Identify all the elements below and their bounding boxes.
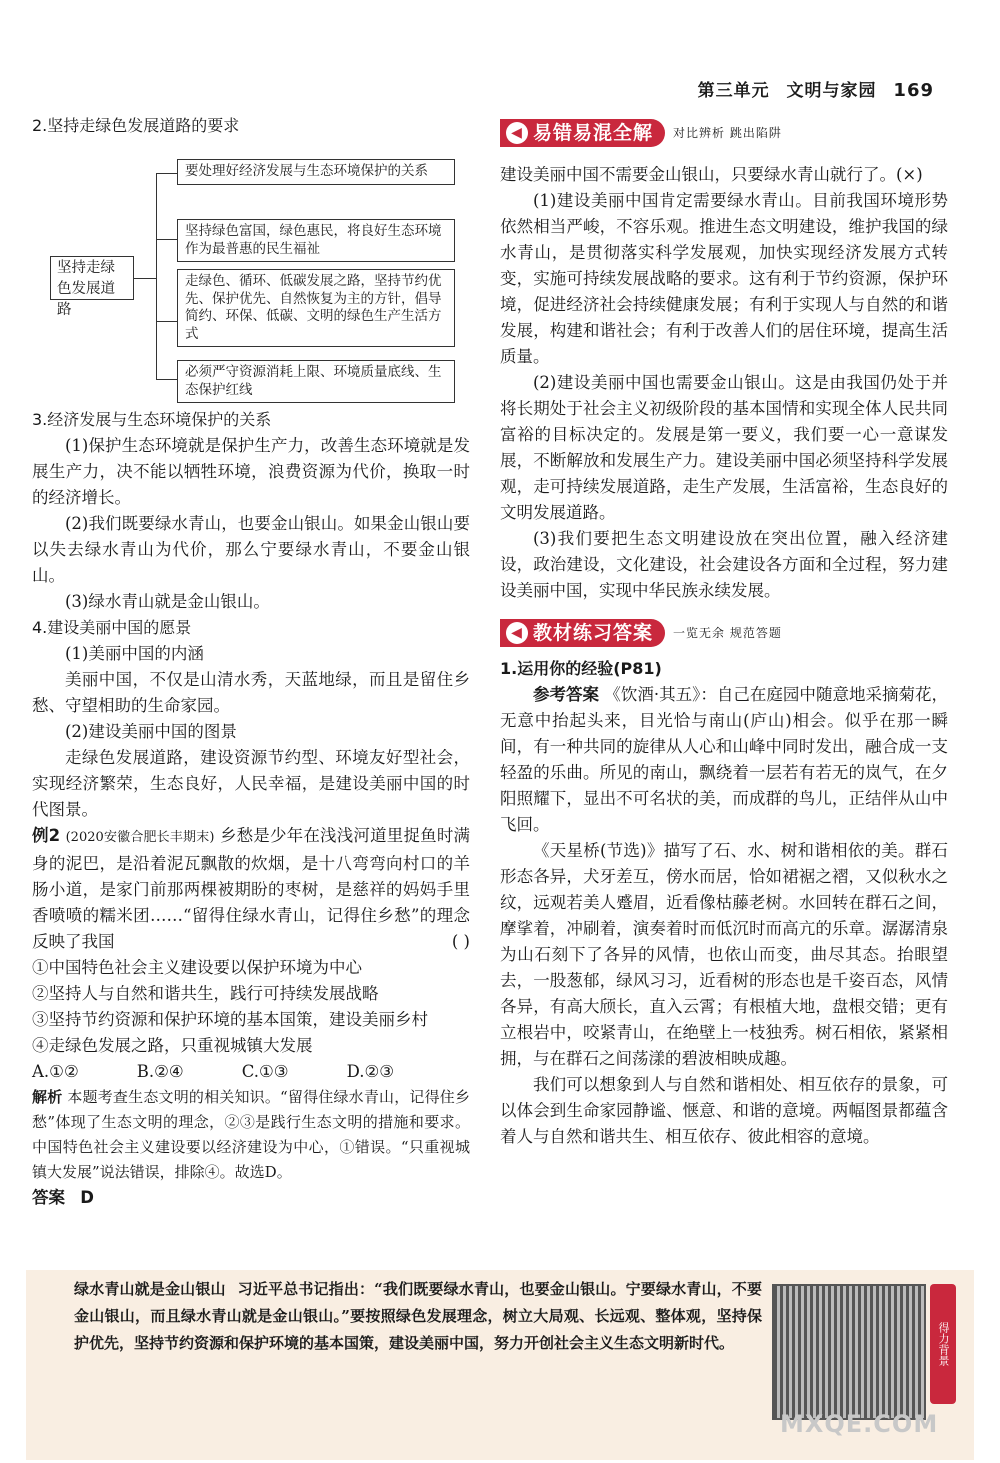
paragraph — [500, 682, 948, 838]
banner-title-box — [500, 119, 665, 147]
section-3-title: 3.经济发展与生态环境保护的关系 — [32, 410, 272, 429]
page-number: 169 — [893, 80, 934, 101]
footer-tag: 得力背景 — [930, 1284, 956, 1404]
watermark: MXQE.COM — [780, 1410, 939, 1438]
banner-title: 教材练习答案 — [533, 622, 654, 644]
choice: B.②④ — [136, 1062, 184, 1081]
mindmap-connector — [156, 379, 177, 380]
example-source: (2020安徽合肥长丰期末) — [65, 830, 215, 845]
choice: D.②③ — [346, 1062, 395, 1081]
paragraph: 走绿色发展道路，建设资源节约型、环境友好型社会，实现经济繁荣，生态良好，人民幸福，是建设美丽中国的时代图景。 — [32, 748, 470, 819]
choice: C.①③ — [241, 1062, 289, 1081]
paragraph: (3)绿水青山就是金山银山。 — [65, 592, 270, 611]
analysis-text: 本题考查生态文明的相关知识。“留得住绿水青山，记得住乡愁”体现了生态文明的理念，②③是践行生态文明的措施和要求。中国特色社会主义建设要以经济建设为中心，①错误。“只重视城镇大发展”说法错误，排除④。故选D。 — [32, 1088, 470, 1181]
reference-label: 参考答案 — [533, 685, 600, 704]
subheading: (2)建设美丽中国的图景 — [65, 722, 237, 741]
example-text: 乡愁是少年在浅浅河道里捉鱼时满身的泥巴，是沿着泥瓦飘散的炊烟，是十八弯弯向村口的羊肠小道，是家门前那两棵被期盼的枣树，是慈祥的妈妈手里香喷喷的糯米团……“留得住绿水青山，记得住乡愁”的理念反映了我国 — [32, 826, 471, 951]
mindmap-item: 走绿色、循环、低碳发展之路，坚持节约优先、保护优先、自然恢复为主的方针，倡导简约、环保、低碳、文明的绿色生产生活方式 — [177, 269, 455, 347]
answer-bracket: ( ) — [451, 932, 470, 951]
banner-mistakes — [500, 118, 948, 148]
speaker-icon: ◀ — [506, 122, 528, 144]
answer-label: 答案 — [32, 1188, 65, 1207]
paragraph: (2)我们既要绿水青山，也要金山银山。如果金山银山要以失去绿水青山为代价，那么宁要绿水青山，不要金山银山。 — [32, 514, 470, 585]
mindmap-trunk — [156, 173, 157, 379]
claim: 建设美丽中国不需要金山银山，只要绿水青山就行了。(×) — [500, 165, 923, 184]
crowd-illustration — [772, 1284, 926, 1420]
subheading: (1)美丽中国的内涵 — [65, 644, 204, 663]
mindmap-connector — [156, 239, 177, 240]
page-header — [698, 76, 934, 101]
question-1-title: 1.运用你的经验(P81) — [500, 659, 662, 678]
footer-text — [74, 1276, 762, 1357]
right-column — [500, 118, 948, 1150]
answer — [32, 1185, 470, 1211]
example-label: 例2 — [32, 826, 61, 845]
left-column — [32, 113, 470, 1211]
option: ①中国特色社会主义建设要以保护环境为中心 — [32, 958, 362, 977]
answer-value: D — [80, 1188, 94, 1207]
mindmap-item: 要处理好经济发展与生态环境保护的关系 — [177, 159, 455, 185]
paragraph: (2)建设美丽中国也需要金山银山。这是由我国仍处于并将长期处于社会主义初级阶段的基本国情和实现全体人民共同富裕的目标决定的。发展是第一要义，我们要一心一意谋发展，不断解放和发展生产力。建设美丽中国必须坚持科学发展观，走可持续发展道路，走生产发展，生活富裕，生态良好的文明发展道路。 — [500, 373, 948, 522]
mindmap-connector — [134, 278, 156, 279]
paragraph: (3)我们要把生态文明建设放在突出位置，融入经济建设，政治建设，文化建设，社会建设各方面和全过程，努力建设美丽中国，实现中华民族永续发展。 — [500, 529, 948, 600]
mindmap-root: 坚持走绿色发展道路 — [50, 256, 134, 300]
speaker-icon: ◀ — [506, 622, 528, 644]
footer-title: 绿水青山就是金山银山 — [74, 1280, 226, 1298]
choices — [32, 1059, 470, 1085]
paragraph: 美丽中国，不仅是山清水秀，天蓝地绿，而且是留住乡愁、守望相助的生命家园。 — [32, 670, 470, 715]
mindmap-item: 必须严守资源消耗上限、环境质量底线、生态保护红线 — [177, 360, 455, 403]
analysis-label: 解析 — [32, 1088, 63, 1106]
banner-title: 易错易混全解 — [533, 122, 654, 144]
choice: A.①② — [32, 1062, 79, 1081]
footer-body: 习近平总书记指出：“我们既要绿水青山，也要金山银山。宁要绿水青山，不要金山银山，而且绿水青山就是金山银山。”要按照绿色发展理念，树立大局观、长远观、整体观，坚持保护优先，坚持节约资源和保护环境的基本国策，建设美丽中国，努力开创社会主义生态文明新时代。 — [74, 1280, 762, 1352]
paragraph: 我们可以想象到人与自然和谐相处、相互依存的景象，可以体会到生命家园静谧、惬意、和谐的意境。两幅图景都蕴含着人与自然和谐共生、相互依存、彼此相容的意境。 — [500, 1075, 948, 1146]
mindmap-connector — [156, 173, 177, 174]
reference-text: 《饮酒·其五》：自己在庭园中随意地采摘菊花，无意中抬起头来，目光恰与南山(庐山)相会。似乎在那一瞬间，有一种共同的旋律从人心和山峰中同时发出，融合成一支轻盈的乐曲。所见的南山，飘绕着一层若有若无的岚气，在夕阳照耀下，显出不可名状的美，而成群的鸟儿，正结伴从山中飞回。 — [500, 685, 949, 834]
mindmap-item: 坚持绿色富国，绿色惠民，将良好生态环境作为最普惠的民生福祉 — [177, 219, 455, 262]
example-question — [32, 823, 470, 955]
paragraph: 《天星桥(节选)》描写了石、水、树和谐相依的美。群石形态各异，犬牙差互，傍水而居，恰如裙裾之褶，又似秋水之纹，远观若美人蹙眉，近看像枯藤老树。水回转在群石之间，摩挲着，冲刷着，演奏着时而低沉时而高亢的乐章。潺潺清泉为山石刻下了各异的风情，也依山而变，曲尽其态。抬眼望去，一股葱郁，绿风习习，近看树的形态也是千姿百态，风情各异，有高大颀长，直入云霄；有根植大地，盘根交错；更有立根岩中，咬紧青山，在绝壁上一枝独秀。树石相依，紧紧相拥，与在群石之间荡漾的碧波相映成趣。 — [500, 841, 948, 1068]
option: ②坚持人与自然和谐共生，践行可持续发展战略 — [32, 984, 379, 1003]
banner-subtitle: 一览无余 规范答题 — [673, 626, 782, 640]
mindmap — [32, 145, 470, 407]
section-4-title: 4.建设美丽中国的愿景 — [32, 618, 192, 637]
paragraph: (1)建设美丽中国肯定需要绿水青山。目前我国环境形势依然相当严峻，不容乐观。推进生态文明建设，维护我国的绿水青山，是贯彻落实科学发展观，加快实现经济发展方式转变，实施可持续发展战略的要求。这有利于节约资源，保护环境，促进经济社会持续健康发展；有利于实现人与自然的和谐发展，构建和谐社会；有利于改善人们的居住环境，提高生活质量。 — [500, 191, 948, 366]
banner-title-box — [500, 619, 665, 647]
section-2-title: 2.坚持走绿色发展道路的要求 — [32, 116, 240, 135]
mindmap-connector — [156, 321, 177, 322]
analysis — [32, 1085, 470, 1185]
option: ③坚持节约资源和保护环境的基本国策，建设美丽乡村 — [32, 1010, 428, 1029]
unit-title: 文明与家园 — [786, 81, 877, 101]
option: ④走绿色发展之路，只重视城镇大发展 — [32, 1036, 313, 1055]
banner-subtitle: 对比辨析 跳出陷阱 — [673, 126, 782, 140]
paragraph: (1)保护生态环境就是保护生产力，改善生态环境就是发展生产力，决不能以牺牲环境，浪费资源为代价，换取一时的经济增长。 — [32, 436, 470, 507]
banner-answers — [500, 618, 948, 648]
unit-label: 第三单元 — [697, 81, 770, 101]
